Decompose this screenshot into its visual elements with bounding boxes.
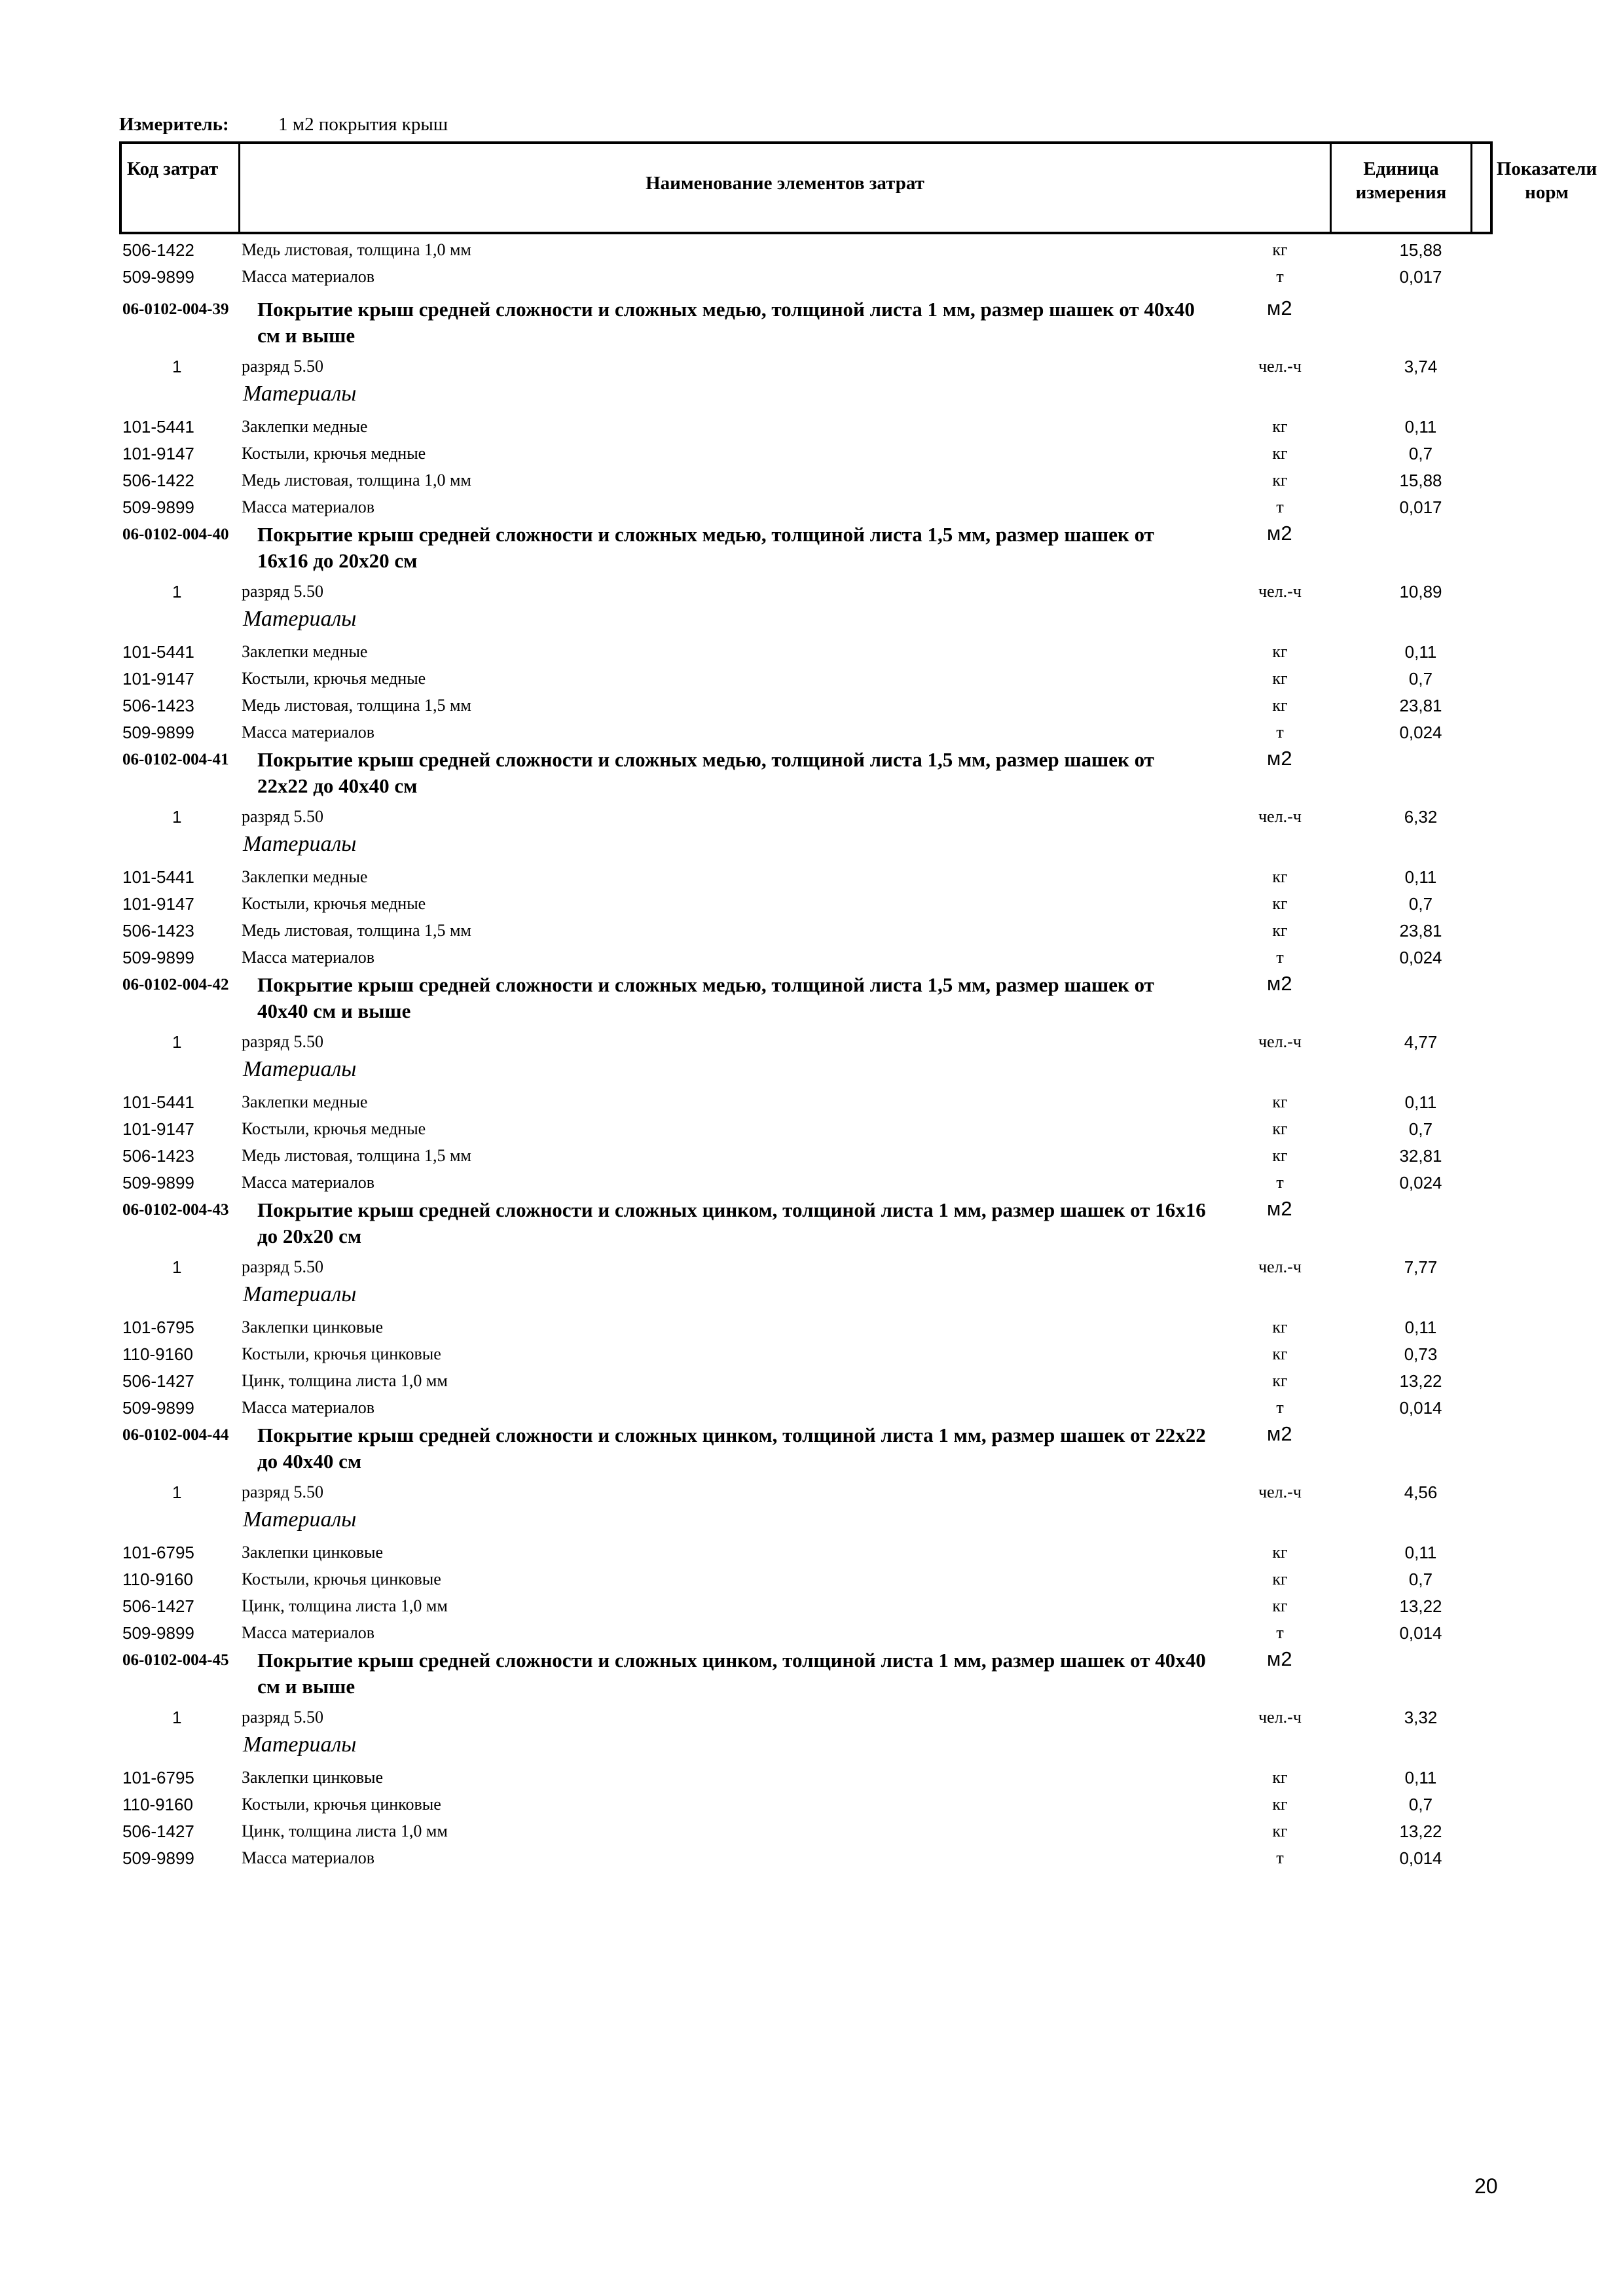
materials-label: Материалы	[243, 1732, 357, 1757]
labor-value: 7,77	[1404, 1257, 1438, 1277]
row-unit: кг	[1272, 1146, 1288, 1165]
group-code: 06-0102-004-42	[122, 976, 229, 994]
group-unit: м2	[1267, 747, 1292, 770]
group-title: Покрытие крыш средней сложности и сложных медью, толщиной листа 1,5 мм, размер шашек от 16х16 до 20х20 см	[257, 523, 1154, 572]
row-value: 15,88	[1399, 471, 1442, 490]
row-unit: кг	[1272, 642, 1288, 661]
labor-value: 3,74	[1404, 357, 1438, 376]
row-name: Медь листовая, толщина 1,5 мм	[242, 696, 471, 715]
row-code: 101-5441	[122, 867, 194, 887]
row-value: 0,7	[1408, 1795, 1433, 1814]
row-value: 13,22	[1399, 1596, 1442, 1616]
row-value: 0,7	[1408, 1119, 1433, 1139]
row-code: 110-9160	[122, 1795, 193, 1814]
materials-label: Материалы	[243, 832, 357, 856]
row-value: 0,014	[1399, 1848, 1442, 1868]
row-unit: т	[1276, 1398, 1284, 1417]
labor-name: разряд 5.50	[242, 807, 323, 826]
row-name: Костыли, крючья медные	[242, 444, 426, 463]
row-code: 509-9899	[122, 497, 194, 517]
materials-label: Материалы	[243, 382, 357, 406]
row-unit: кг	[1272, 471, 1288, 490]
materials-label: Материалы	[243, 1507, 357, 1532]
row-unit: кг	[1272, 669, 1288, 688]
row-unit: кг	[1272, 1318, 1288, 1336]
row-unit: т	[1276, 1848, 1284, 1867]
row-unit: кг	[1272, 1570, 1288, 1588]
labor-unit: чел.-ч	[1258, 1032, 1302, 1051]
row-name: Заклепки медные	[242, 417, 368, 436]
row-code: 509-9899	[122, 1398, 194, 1418]
page-number: 20	[1474, 2174, 1498, 2198]
row-unit: кг	[1272, 921, 1288, 940]
group-code: 06-0102-004-39	[122, 300, 229, 318]
materials-label: Материалы	[243, 1282, 357, 1306]
row-unit: кг	[1272, 240, 1288, 259]
row-name: Масса материалов	[242, 1398, 375, 1417]
measure-value: 1 м2 покрытия крыш	[278, 114, 448, 135]
row-value: 0,11	[1404, 417, 1437, 437]
row-name: Заклепки цинковые	[242, 1768, 384, 1787]
labor-name: разряд 5.50	[242, 357, 323, 376]
materials-label: Материалы	[243, 1057, 357, 1081]
group-title: Покрытие крыш средней сложности и сложных медью, толщиной листа 1,5 мм, размер шашек от 22х22 до 40х40 см	[257, 748, 1154, 797]
group-unit: м2	[1267, 1647, 1292, 1670]
row-value: 0,11	[1404, 642, 1437, 662]
row-value: 0,014	[1399, 1398, 1442, 1418]
group-unit: м2	[1267, 972, 1292, 995]
row-code: 101-5441	[122, 1092, 194, 1112]
row-unit: кг	[1272, 1821, 1288, 1840]
group-title: Покрытие крыш средней сложности и сложных цинком, толщиной листа 1 мм, размер шашек от 16х16 до 20х20 см	[257, 1198, 1206, 1247]
row-value: 0,7	[1408, 894, 1433, 914]
row-code: 506-1427	[122, 1596, 194, 1616]
group-title: Покрытие крыш средней сложности и сложных медью, толщиной листа 1,5 мм, размер шашек от 40х40 см и выше	[257, 973, 1154, 1022]
labor-count: 1	[172, 582, 182, 601]
header-unit	[1330, 144, 1470, 232]
group-unit: м2	[1267, 1197, 1292, 1220]
group-title: Покрытие крыш средней сложности и сложных цинком, толщиной листа 1 мм, размер шашек от 40х40 см и выше	[257, 1649, 1206, 1698]
measure-label: Измеритель:	[119, 114, 229, 135]
row-value: 13,22	[1399, 1371, 1442, 1391]
row-name: Масса материалов	[242, 1623, 375, 1642]
labor-count: 1	[172, 1032, 182, 1052]
row-name: Медь листовая, толщина 1,0 мм	[242, 240, 471, 259]
row-unit: т	[1276, 497, 1284, 516]
row-code: 506-1423	[122, 921, 194, 941]
row-unit: т	[1276, 723, 1284, 742]
labor-unit: чел.-ч	[1258, 357, 1302, 376]
labor-count: 1	[172, 357, 182, 376]
labor-value: 3,32	[1404, 1708, 1438, 1727]
row-value: 15,88	[1399, 240, 1442, 260]
row-name: Цинк, толщина листа 1,0 мм	[242, 1371, 448, 1390]
row-value: 23,81	[1399, 696, 1442, 715]
row-unit: кг	[1272, 1596, 1288, 1615]
header-code: Код затрат	[127, 158, 219, 179]
header-unit-line1: Единица	[1363, 158, 1439, 179]
labor-value: 6,32	[1404, 807, 1438, 827]
labor-unit: чел.-ч	[1258, 807, 1302, 826]
row-code: 101-6795	[122, 1318, 194, 1337]
row-code: 101-6795	[122, 1768, 194, 1787]
row-code: 509-9899	[122, 948, 194, 967]
group-unit: м2	[1267, 296, 1292, 319]
labor-name: разряд 5.50	[242, 1032, 323, 1051]
row-unit: кг	[1272, 867, 1288, 886]
row-name: Масса материалов	[242, 948, 375, 967]
row-value: 0,7	[1408, 669, 1433, 689]
header-value	[1470, 144, 1621, 232]
labor-unit: чел.-ч	[1258, 1482, 1302, 1501]
group-code: 06-0102-004-45	[122, 1651, 229, 1669]
header-unit-line2: измерения	[1355, 182, 1447, 203]
labor-unit: чел.-ч	[1258, 1708, 1302, 1727]
row-value: 0,11	[1404, 1543, 1437, 1562]
row-name: Медь листовая, толщина 1,5 мм	[242, 921, 471, 940]
measure-line	[119, 114, 448, 135]
row-code: 110-9160	[122, 1570, 193, 1589]
row-value: 0,11	[1404, 1768, 1437, 1787]
labor-count: 1	[172, 1257, 182, 1277]
group-code: 06-0102-004-40	[122, 526, 229, 543]
row-unit: кг	[1272, 1344, 1288, 1363]
row-code: 506-1423	[122, 1146, 194, 1166]
labor-value: 10,89	[1399, 582, 1442, 601]
row-name: Масса материалов	[242, 723, 375, 742]
row-code: 101-6795	[122, 1543, 194, 1562]
row-name: Масса материалов	[242, 497, 375, 516]
row-code: 509-9899	[122, 1623, 194, 1643]
row-value: 0,73	[1404, 1344, 1438, 1364]
row-code: 101-9147	[122, 1119, 194, 1139]
row-unit: кг	[1272, 417, 1288, 436]
labor-name: разряд 5.50	[242, 582, 323, 601]
labor-count: 1	[172, 807, 182, 827]
labor-name: разряд 5.50	[242, 1708, 323, 1727]
labor-count: 1	[172, 1482, 182, 1502]
row-name: Заклепки цинковые	[242, 1318, 384, 1336]
row-name: Цинк, толщина листа 1,0 мм	[242, 1596, 448, 1615]
group-code: 06-0102-004-41	[122, 751, 229, 768]
labor-name: разряд 5.50	[242, 1257, 323, 1276]
row-name: Костыли, крючья медные	[242, 894, 426, 913]
row-code: 101-9147	[122, 444, 194, 463]
row-code: 509-9899	[122, 723, 194, 742]
header-value-line2: норм	[1525, 182, 1569, 203]
row-name: Медь листовая, толщина 1,0 мм	[242, 471, 471, 490]
row-code: 506-1427	[122, 1371, 194, 1391]
row-name: Костыли, крючья медные	[242, 669, 426, 688]
labor-value: 4,56	[1404, 1482, 1438, 1502]
row-unit: кг	[1272, 444, 1288, 463]
row-unit: т	[1276, 1623, 1284, 1642]
row-name: Масса материалов	[242, 1173, 375, 1192]
row-code: 506-1423	[122, 696, 194, 715]
row-value: 0,014	[1399, 1623, 1442, 1643]
labor-value: 4,77	[1404, 1032, 1438, 1052]
row-value: 0,017	[1399, 497, 1442, 517]
row-unit: кг	[1272, 696, 1288, 715]
materials-label: Материалы	[243, 607, 357, 631]
row-value: 0,017	[1399, 267, 1442, 287]
labor-unit: чел.-ч	[1258, 582, 1302, 601]
group-code: 06-0102-004-44	[122, 1426, 229, 1444]
group-unit: м2	[1267, 1422, 1292, 1445]
group-title: Покрытие крыш средней сложности и сложных цинком, толщиной листа 1 мм, размер шашек от 22х22 до 40х40 см	[257, 1424, 1206, 1473]
group-code: 06-0102-004-43	[122, 1201, 229, 1219]
row-value: 0,024	[1399, 723, 1442, 742]
row-name: Масса материалов	[242, 267, 375, 286]
labor-unit: чел.-ч	[1258, 1257, 1302, 1276]
row-name: Заклепки медные	[242, 642, 368, 661]
row-value: 0,11	[1404, 1092, 1437, 1112]
row-unit: кг	[1272, 1795, 1288, 1814]
row-name: Масса материалов	[242, 1848, 375, 1867]
row-name: Цинк, толщина листа 1,0 мм	[242, 1821, 448, 1840]
row-value: 32,81	[1399, 1146, 1442, 1166]
row-value: 0,7	[1408, 1570, 1433, 1589]
row-name: Заклепки медные	[242, 867, 368, 886]
row-code: 101-9147	[122, 894, 194, 914]
row-unit: кг	[1272, 1092, 1288, 1111]
labor-name: разряд 5.50	[242, 1482, 323, 1501]
group-unit: м2	[1267, 522, 1292, 545]
row-code: 506-1427	[122, 1821, 194, 1841]
row-code: 101-9147	[122, 669, 194, 689]
row-value: 0,7	[1408, 444, 1433, 463]
row-name: Костыли, крючья цинковые	[242, 1344, 441, 1363]
table-header	[119, 141, 1597, 234]
row-code: 110-9160	[122, 1344, 193, 1364]
header-value-line1: Показатели	[1496, 158, 1597, 179]
row-name: Костыли, крючья медные	[242, 1119, 426, 1138]
row-code: 509-9899	[122, 1848, 194, 1868]
row-value: 13,22	[1399, 1821, 1442, 1841]
row-code: 101-5441	[122, 642, 194, 662]
row-value: 0,11	[1404, 1318, 1437, 1337]
row-value: 23,81	[1399, 921, 1442, 941]
row-name: Заклепки медные	[242, 1092, 368, 1111]
row-code: 509-9899	[122, 267, 194, 287]
row-code: 506-1422	[122, 471, 194, 490]
row-code: 506-1422	[122, 240, 194, 260]
row-value: 0,11	[1404, 867, 1437, 887]
row-unit: т	[1276, 1173, 1284, 1192]
row-unit: кг	[1272, 1371, 1288, 1390]
row-unit: кг	[1272, 894, 1288, 913]
group-title: Покрытие крыш средней сложности и сложных медью, толщиной листа 1 мм, размер шашек от 40х40 см и выше	[257, 298, 1195, 347]
row-unit: кг	[1272, 1768, 1288, 1787]
row-value: 0,024	[1399, 1173, 1442, 1193]
row-name: Заклепки цинковые	[242, 1543, 384, 1562]
labor-count: 1	[172, 1708, 182, 1727]
header-name: Наименование элементов затрат	[238, 144, 1330, 232]
row-unit: т	[1276, 948, 1284, 967]
row-name: Медь листовая, толщина 1,5 мм	[242, 1146, 471, 1165]
row-unit: кг	[1272, 1119, 1288, 1138]
row-code: 509-9899	[122, 1173, 194, 1193]
row-value: 0,024	[1399, 948, 1442, 967]
row-unit: кг	[1272, 1543, 1288, 1562]
row-code: 101-5441	[122, 417, 194, 437]
row-name: Костыли, крючья цинковые	[242, 1570, 441, 1588]
row-name: Костыли, крючья цинковые	[242, 1795, 441, 1814]
row-unit: т	[1276, 267, 1284, 286]
